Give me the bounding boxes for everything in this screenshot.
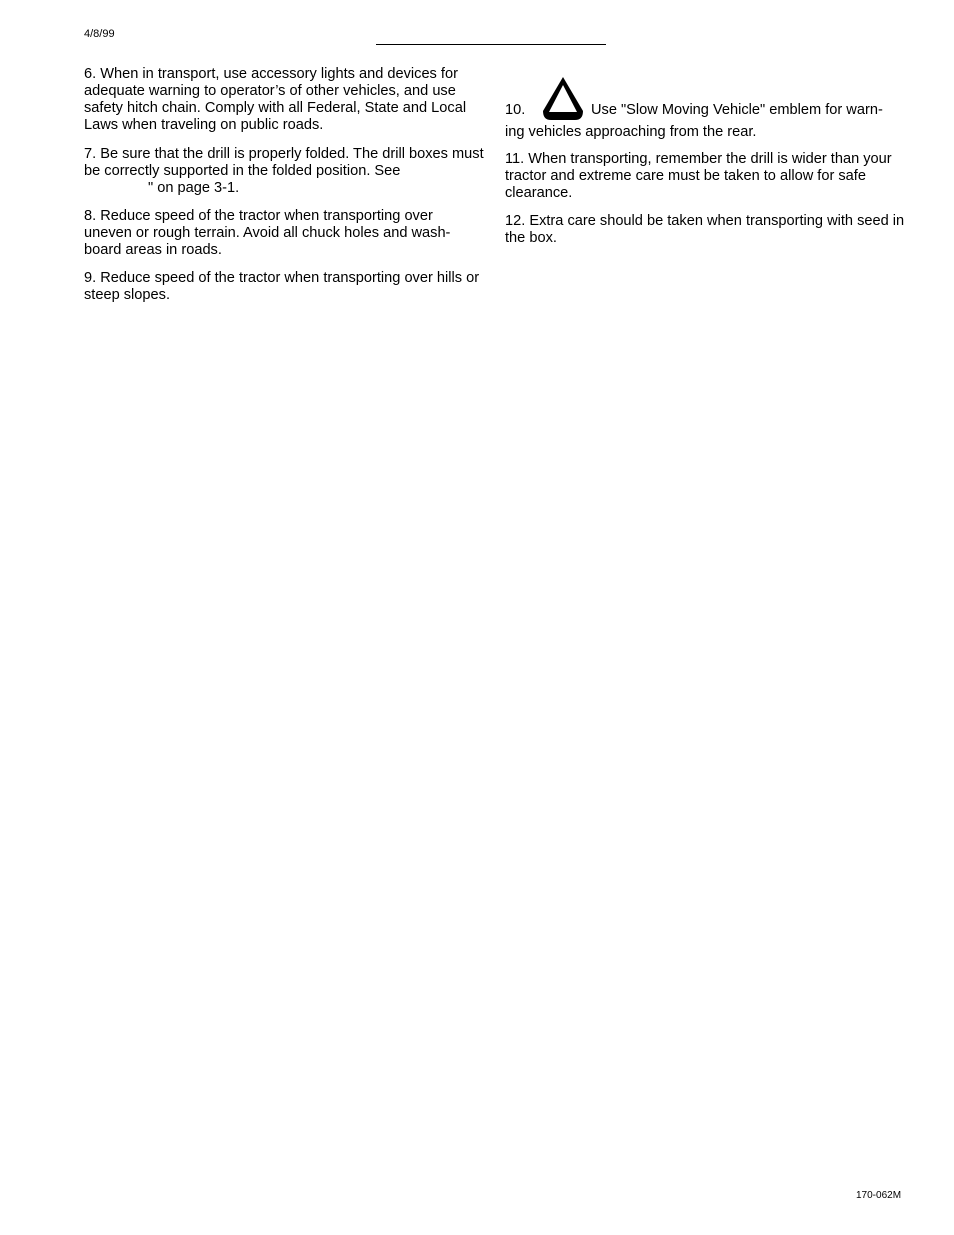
instruction-item-8: 8. Reduce speed of the tractor when transporting over uneven or rough terrain. Avoid all chuck holes and wash-board areas in roads.: [84, 208, 451, 258]
document-code: 170-062M: [856, 1190, 902, 1201]
instruction-item-10-number: 10.: [505, 102, 526, 118]
header-rule: [376, 44, 606, 45]
instruction-item-10-text: Use "Slow Moving Vehicle" emblem for warn-: [591, 102, 883, 118]
instruction-item-7-continuation: " on page 3-1.: [148, 180, 240, 196]
instruction-item-9: 9. Reduce speed of the tractor when transporting over hills or steep slopes.: [84, 270, 480, 303]
page-date: 4/8/99: [84, 28, 115, 40]
slow-moving-vehicle-emblem-icon: [539, 74, 587, 122]
instruction-item-7: 7. Be sure that the drill is properly folded. The drill boxes must be correctly supported in the folded position. See: [84, 146, 484, 179]
instruction-item-10: [505, 74, 905, 122]
instruction-item-10-text-continuation: ing vehicles approaching from the rear.: [505, 124, 757, 140]
instruction-item-6: 6. When in transport, use accessory lights and devices for adequate warning to operator’s of other vehicles, and use safety hitch chain. Comply with all Federal, State and Local Laws when traveling on public roads.: [84, 66, 467, 133]
instruction-item-11: 11. When transporting, remember the drill is wider than your tractor and extreme care must be taken to allow for safe clearance.: [505, 151, 892, 201]
instruction-item-12: 12. Extra care should be taken when transporting with seed in the box.: [505, 213, 905, 246]
